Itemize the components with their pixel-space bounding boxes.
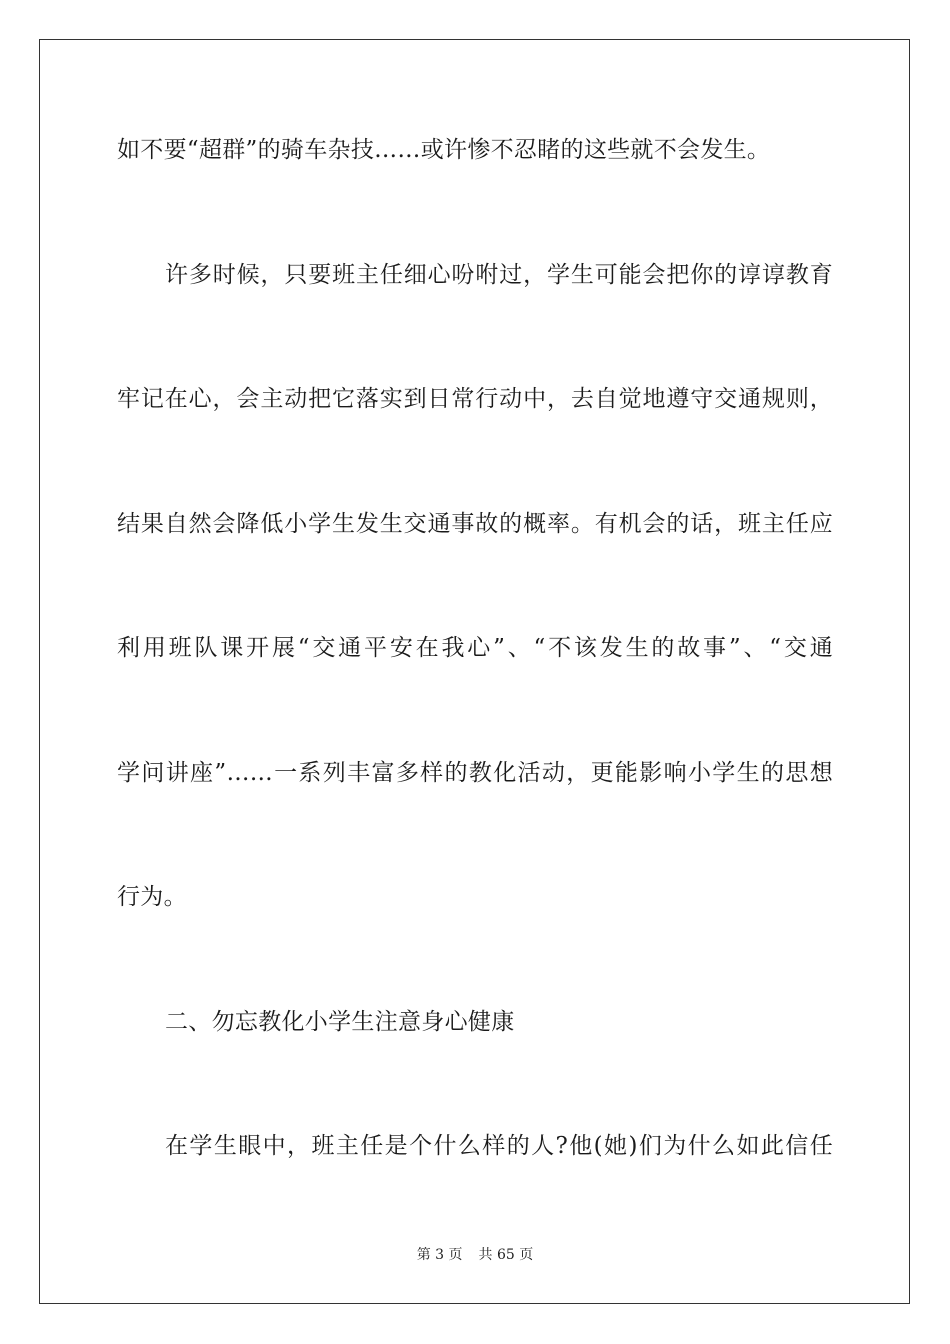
text-line-7: 行为。 — [117, 884, 187, 910]
page-total: 共 65 页 — [478, 1247, 534, 1263]
text-line-6: 学问讲座”……一系列丰富多样的教化活动，更能影响小学生的思想 — [117, 760, 833, 786]
section-heading: 二、勿忘教化小学生注意身心健康 — [165, 1009, 515, 1035]
text-line-5: 利用班队课开展“交通平安在我心”、“不该发生的故事”、“交通 — [117, 635, 833, 661]
text-line-4: 结果自然会降低小学生发生交通事故的概率。有机会的话，班主任应 — [117, 511, 833, 537]
text-line-3: 牢记在心，会主动把它落实到日常行动中，去自觉地遵守交通规则， — [117, 386, 833, 412]
page-footer — [0, 1246, 950, 1264]
text-line-1: 如不要“超群”的骑车杂技……或许惨不忍睹的这些就不会发生。 — [117, 137, 771, 163]
text-line-2: 许多时候，只要班主任细心吩咐过，学生可能会把你的谆谆教育 — [165, 262, 833, 288]
page-border — [39, 39, 910, 1304]
page-number: 第 3 页 — [416, 1247, 463, 1263]
text-line-9: 在学生眼中，班主任是个什么样的人?他(她)们为什么如此信任 — [165, 1133, 833, 1159]
